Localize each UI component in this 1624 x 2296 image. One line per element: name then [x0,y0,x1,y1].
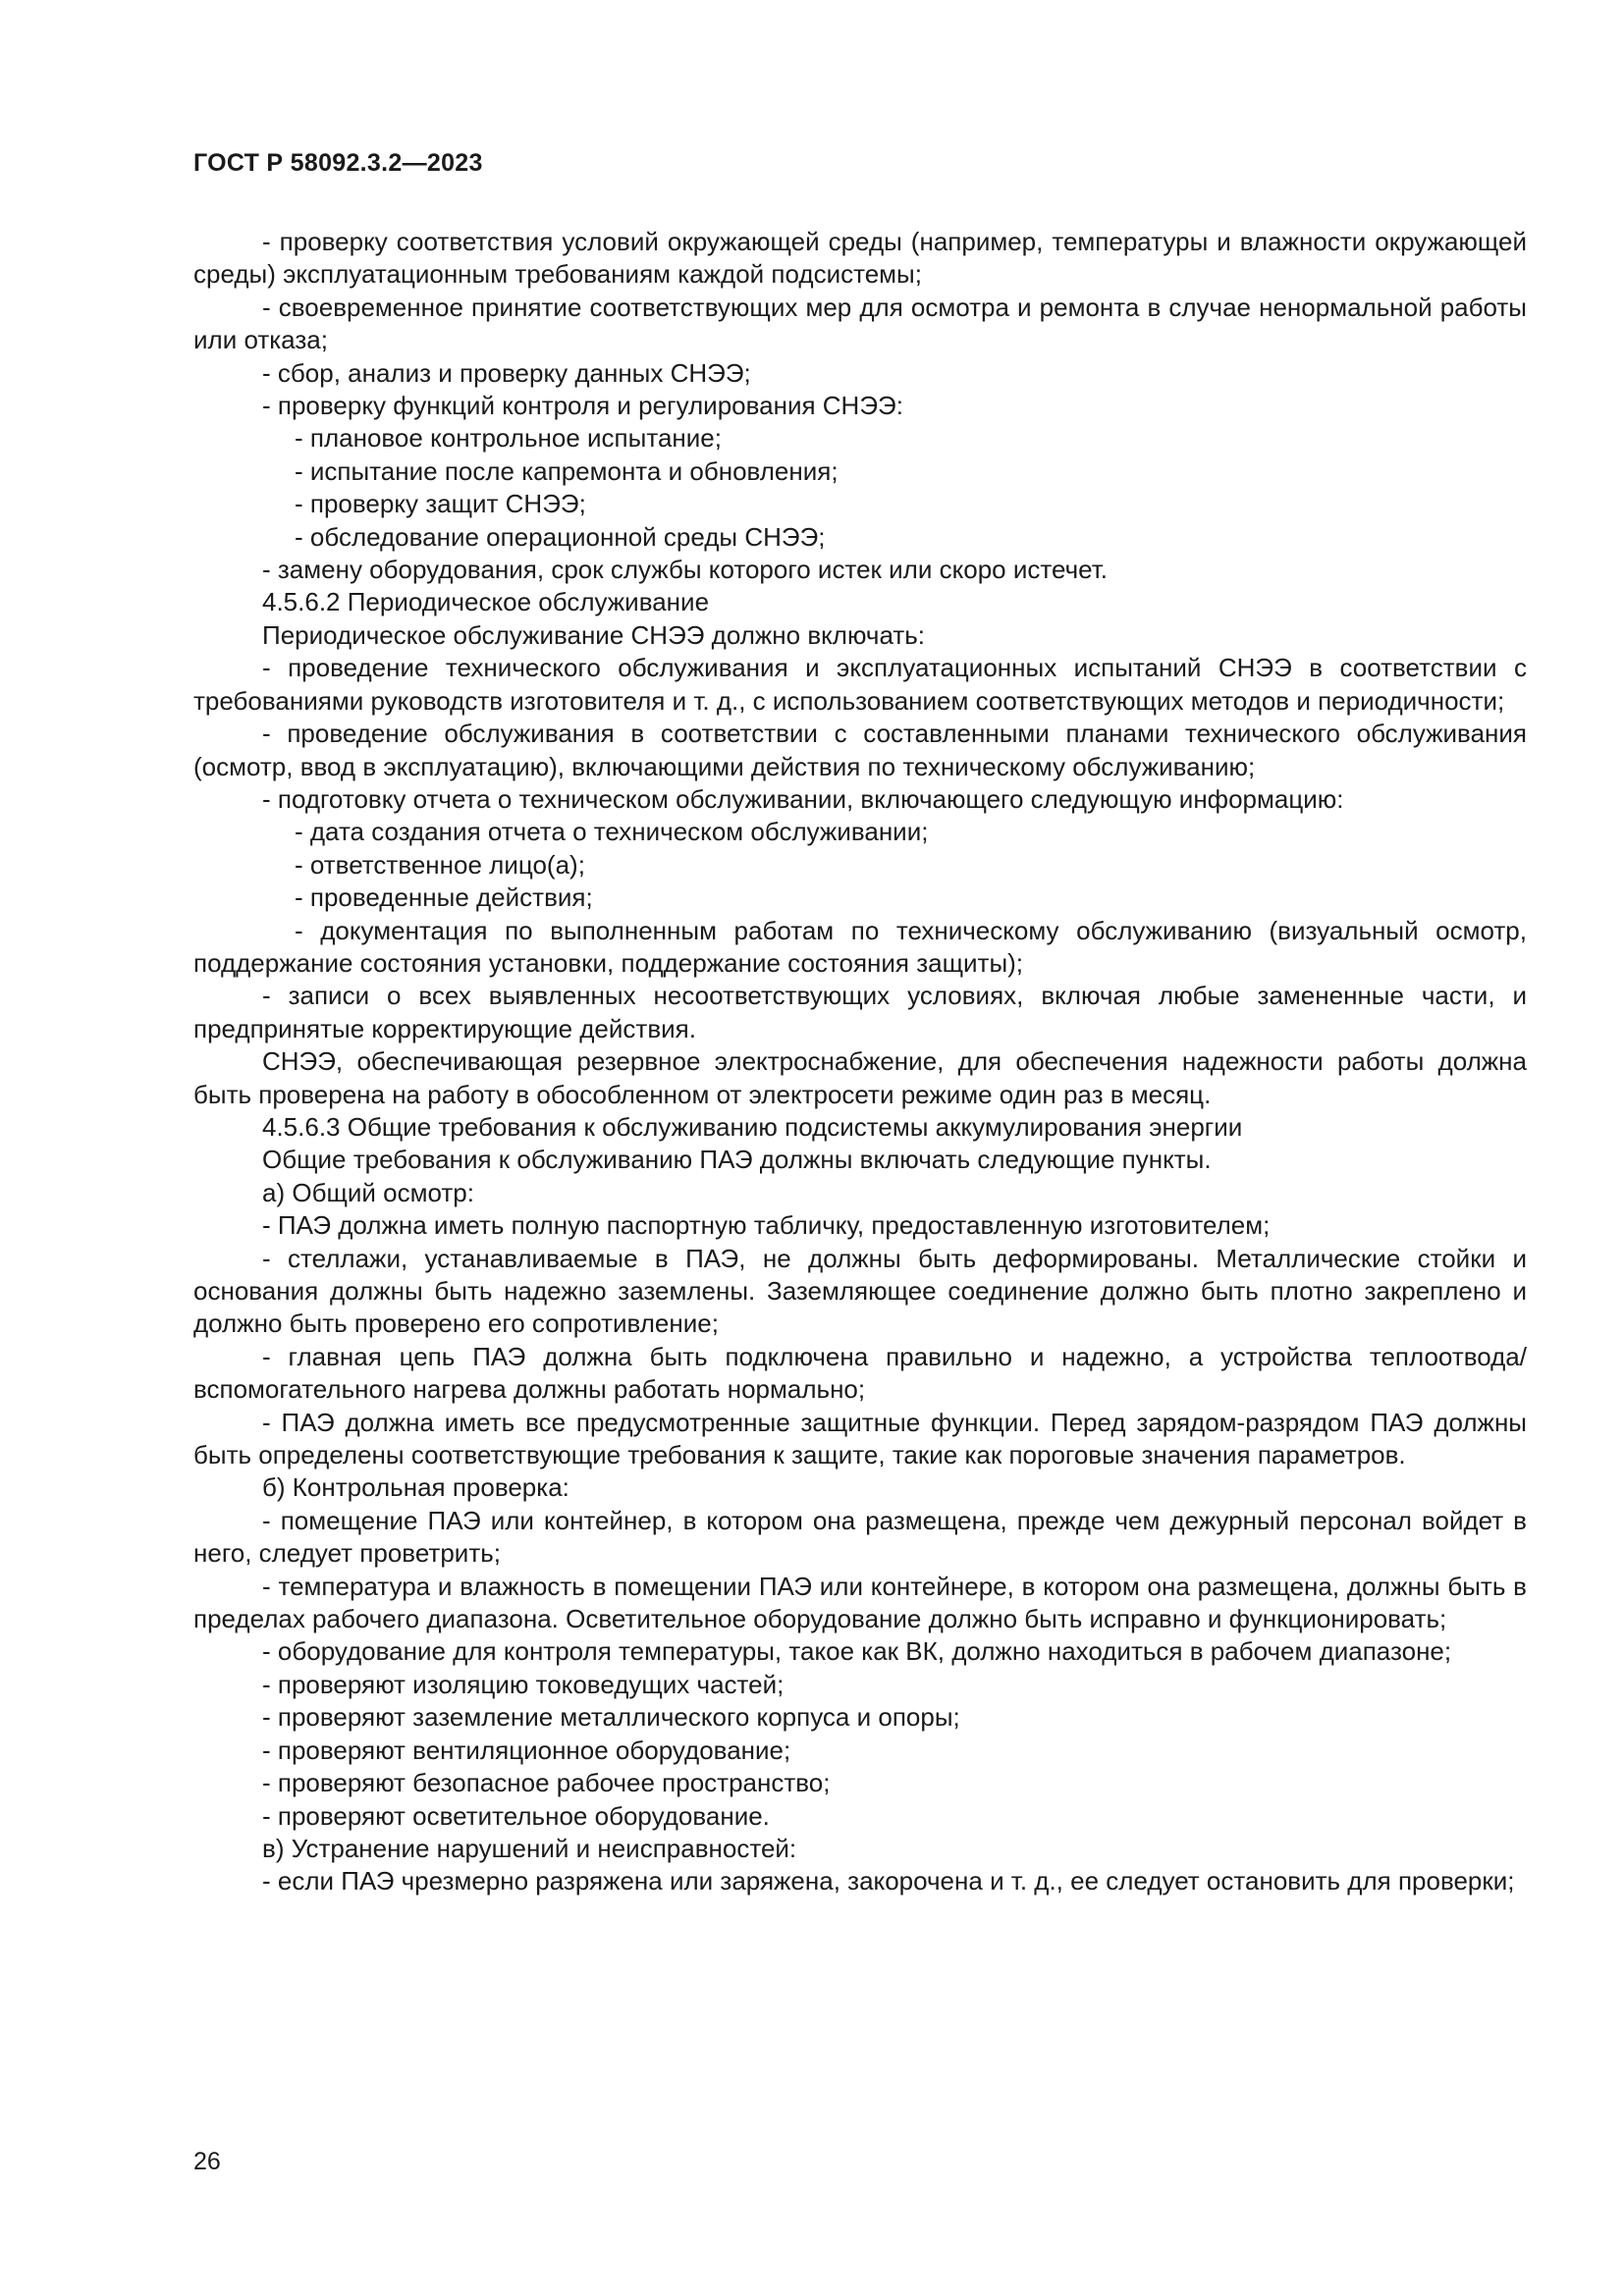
paragraph: - подготовку отчета о техническом обслуживании, включающего следующую информацию: [262,783,1344,814]
paragraph: - проверяют осветительное оборудование. [262,1800,770,1831]
page-number: 26 [193,2148,221,2175]
sub-list-item: - испытание после капремонта и обновления; [295,455,839,486]
list-heading: а) Общий осмотр: [262,1177,474,1207]
paragraph: - замену оборудования, срок службы которого истек или скоро истечет. [262,555,1108,585]
sub-list-item: - проведенные действия; [295,882,593,913]
paragraph: - ПАЭ должна иметь все предусмотренные защитные функции. Перед зарядом-разрядом ПАЭ должны быть определены соответствующие требования к защите, такие как пороговые значения параметров. [193,1407,1527,1470]
paragraph: - проверяют изоляцию токоведущих частей; [262,1669,785,1699]
paragraph: - помещение ПАЭ или контейнер, в котором она размещена, прежде чем дежурный персонал войдет в него, следует проветрить; [193,1505,1527,1569]
sub-list-item: - проверку защит СНЭЭ; [295,489,586,519]
section-heading: 4.5.6.2 Периодическое обслуживание [262,587,710,617]
document-body [193,226,1527,1898]
paragraph: - своевременное принятие соответствующих мер для осмотра и ремонта в случае ненормальной работы или отказа; [193,292,1527,355]
paragraph: Общие требования к обслуживанию ПАЭ должны включать следующие пункты. [262,1145,1212,1175]
paragraph: - проверяют заземление металлического корпуса и опоры; [262,1702,960,1733]
sub-list-item: - дата создания отчета о техническом обслуживании; [295,817,929,847]
paragraph: - проведение обслуживания в соответствии с составленными планами технического обслуживания (осмотр, ввод в эксплуатацию), включающими действия по техническому обслуживанию; [193,719,1527,781]
paragraph: - проверку соответствия условий окружающей среды (например, температуры и влажности окружающей среды) эксплуатационным требованиям каждой подсистемы; [193,227,1527,290]
paragraph: - проверку функций контроля и регулирования СНЭЭ: [262,391,903,421]
paragraph: - проверяют безопасное рабочее пространство; [262,1768,831,1798]
list-heading: б) Контрольная проверка: [262,1472,569,1503]
paragraph: - проведение технического обслуживания и эксплуатационных испытаний СНЭЭ в соответствии с требованиями руководств изготовителя и т. д., с использованием соответствующих методов и периодичности; [193,653,1527,716]
paragraph: - оборудование для контроля температуры, такое как ВК, должно находиться в рабочем диапазоне; [262,1636,1452,1667]
document-header: ГОСТ Р 58092.3.2—2023 [193,149,483,177]
sub-list-item: - документация по выполненным работам по техническому обслуживанию (визуальный осмотр, поддержание состояния установки, поддержание состояния защиты); [193,915,1527,978]
section-heading: 4.5.6.3 Общие требования к обслуживанию подсистемы аккумулирования энергии [262,1111,1243,1142]
list-heading: в) Устранение нарушений и неисправностей: [262,1833,797,1863]
paragraph: - проверяют вентиляционное оборудование; [262,1735,791,1765]
paragraph: - если ПАЭ чрезмерно разряжена или заряжена, закорочена и т. д., ее следует остановить для проверки; [262,1866,1515,1896]
paragraph: - температура и влажность в помещении ПАЭ или контейнере, в котором она размещена, должны быть в пределах рабочего диапазона. Осветительное оборудование должно быть исправно и функционировать; [193,1571,1527,1634]
paragraph: Периодическое обслуживание СНЭЭ должно включать: [262,619,926,650]
paragraph: - сбор, анализ и проверку данных СНЭЭ; [262,357,751,388]
sub-list-item: - ответственное лицо(а); [295,849,585,880]
sub-list-item: - обследование операционной среды СНЭЭ; [295,521,826,552]
paragraph: - записи о всех выявленных несоответствующих условиях, включая любые замененные части, и предпринятые корректирующие действия. [193,981,1527,1043]
paragraph: - главная цепь ПАЭ должна быть подключена правильно и надежно, а устройства теплоотвода/вспомогательного нагрева должны работать нормально; [193,1341,1527,1405]
paragraph: - ПАЭ должна иметь полную паспортную табличку, предоставленную изготовителем; [262,1210,1271,1241]
paragraph: СНЭЭ, обеспечивающая резервное электроснабжение, для обеспечения надежности работы должна быть проверена на работу в обособленном от электросети режиме один раз в месяц. [193,1046,1527,1109]
sub-list-item: - плановое контрольное испытание; [295,423,722,454]
paragraph: - стеллажи, устанавливаемые в ПАЭ, не должны быть деформированы. Металлические стойки и основания должны быть надежно заземлены. Заземляющее соединение должно быть плотно закреплено и должно быть проверено его сопротивление; [193,1243,1527,1339]
